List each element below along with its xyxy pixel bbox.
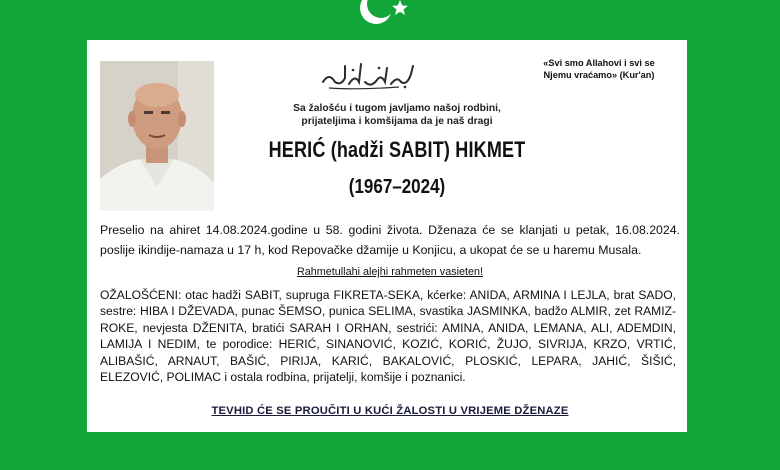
quote-line-2: Njemu vraćamo» (Kur'an): [543, 70, 655, 80]
crescent-star-icon: [350, 0, 420, 36]
deceased-name: HERIĆ (hadži SABIT) HIKMET: [268, 137, 526, 162]
obituary-card: [87, 40, 687, 432]
intro-line-1: Sa žalošću i tugom javljamo našoj rodbini,: [293, 103, 501, 114]
quote-line-1: «Svi smo Allahovi i svi se: [543, 58, 655, 68]
mourners-list: OŽALOŠĆENI: otac hadži SABIT, supruga FIKRETA-SEKA, kćerke: ANIDA, ARMINA I LEJLA, brat SADO, sestre: HIBA I DŽEVADA, punac ŠEMSO, punica SELIMA, svastika JASMINKA, badžo ALMIR, zet RAMIZ-ROKE, nevjesta DŽENITA, bratići SARAH I ORHAN, sestrići: AMINA, ANIDA, LEMANA, ALI, ADEMDIN, LAMIJA I NEDIM, te porodice: HERIĆ, SINANOVIĆ, KOZIĆ, KORIĆ, ŽUJO, SIVRIJA, KRZO, VRTIĆ, ALIBAŠIĆ, ARNAUT, BAŠIĆ, PIRIJA, KARIĆ, BAKALOVIĆ, PLOSKIĆ, LEPARA, JAHIĆ, ŠIŠIĆ, ELEZOVIĆ, POLIMAC i ostala rodbina, prijatelji, komšije i poznanici.: [100, 288, 676, 385]
life-years: (1967–2024): [348, 176, 446, 198]
intro-line-2: prijateljima i komšijama da je naš dragi: [301, 116, 493, 127]
tevhid-notice: TEVHID ĆE SE PROUČITI U KUĆI ŽALOSTI U VRIJEME DŽENAZE: [211, 405, 569, 417]
intro-text: [267, 102, 527, 128]
prayer-line: Rahmetullahi alejhi rahmeten vasieten!: [296, 266, 484, 278]
arabic-calligraphy: [319, 60, 417, 90]
announcement-text: Preselio na ahiret 14.08.2024.godine u 58. godini života. Dženaza će se klanjati u petak, 16.08.2024. poslije ikindije-namaza u 17 h, kod Repovačke džamije u Konjicu, a ukopat će se u haremu Musala.: [100, 223, 680, 257]
portrait-photo: [100, 61, 214, 211]
quran-quote: [524, 57, 674, 81]
